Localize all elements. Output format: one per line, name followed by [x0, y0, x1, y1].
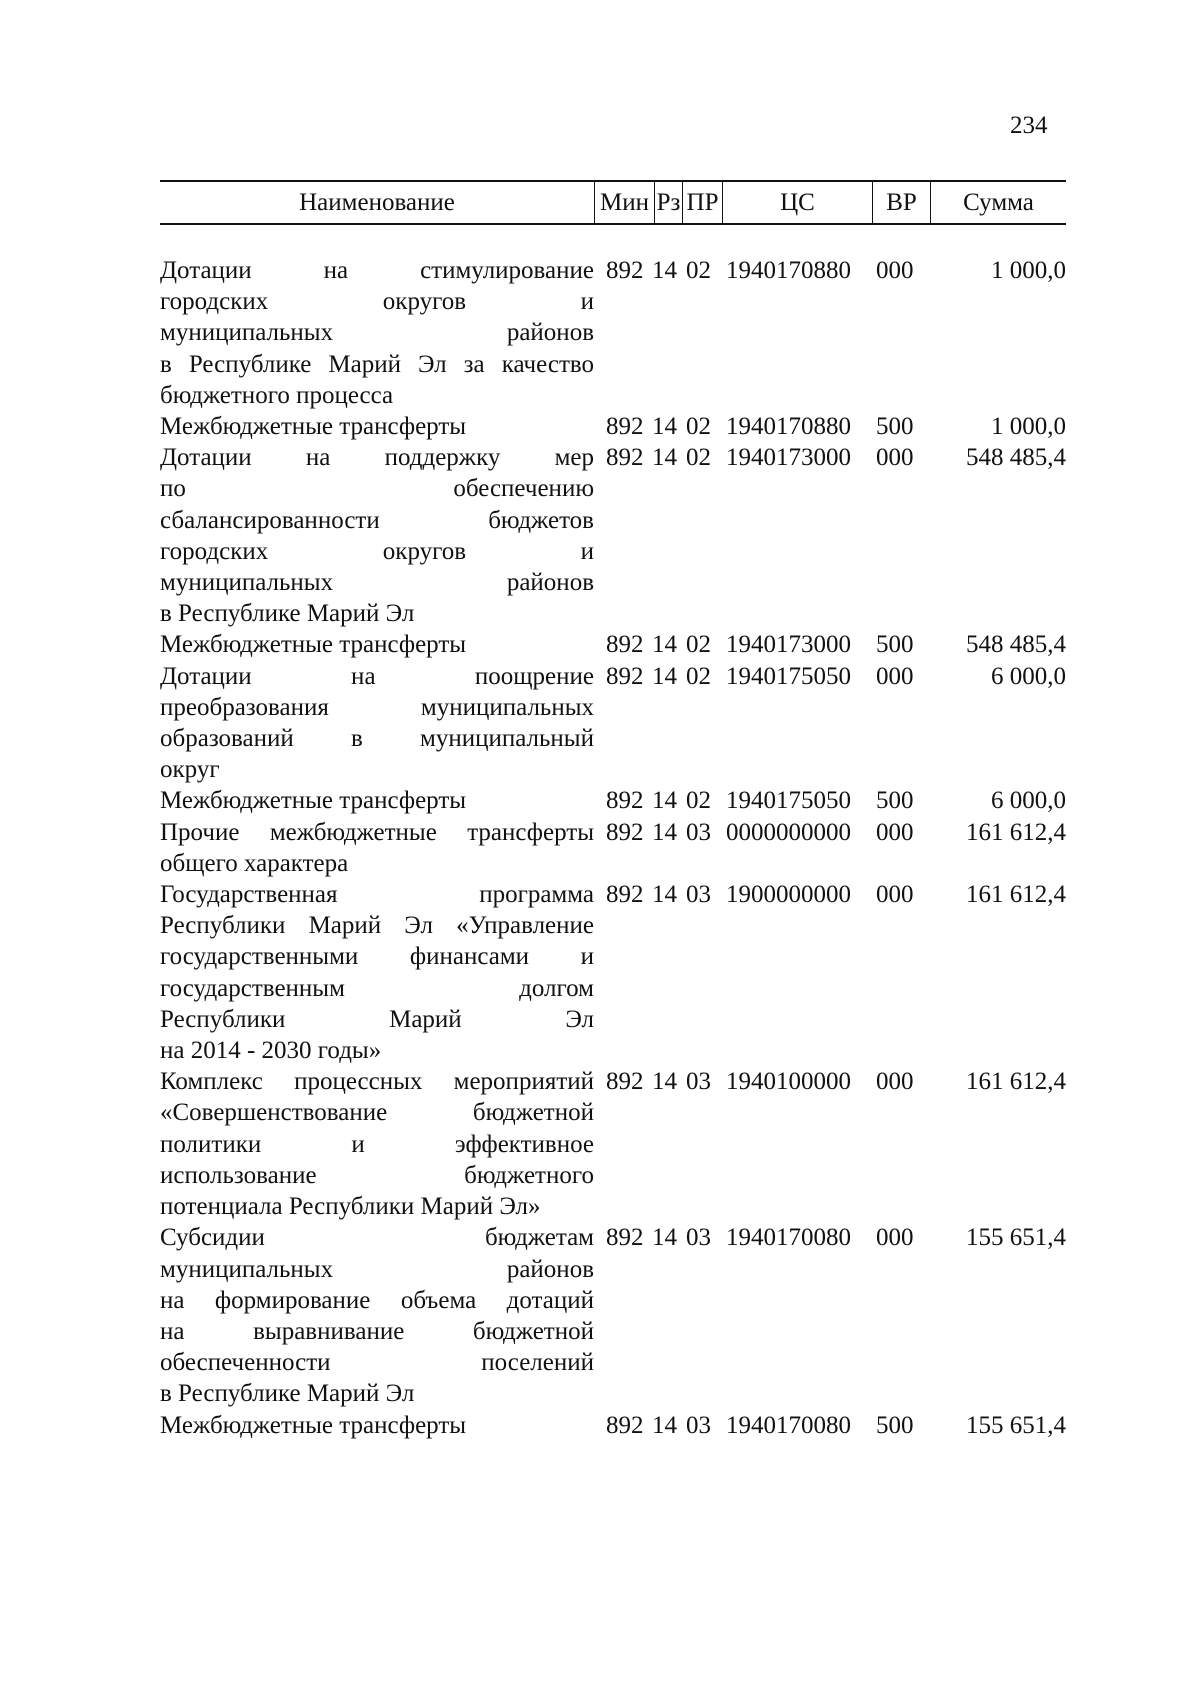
header-rz: Рз: [654, 182, 682, 223]
row-rz: 14: [652, 787, 677, 815]
row-rz: 14: [652, 1411, 677, 1439]
row-min: 892: [606, 1411, 644, 1439]
row-pr: 02: [686, 662, 711, 690]
row-rz: 14: [652, 444, 677, 472]
row-name-line: городских округов и: [160, 288, 594, 316]
row-vr: 500: [876, 413, 914, 441]
row-name-line: Дотации на стимулирование: [160, 257, 594, 284]
row-sum: 161 612,4: [966, 818, 1066, 846]
row-vr: 000: [876, 662, 914, 690]
row-sum: 1 000,0: [991, 257, 1066, 284]
row-name-line: общего характера: [160, 849, 349, 877]
row-name-line: в Республике Марий Эл: [160, 600, 415, 628]
row-min: 892: [606, 787, 644, 815]
row-sum: 155 651,4: [966, 1411, 1066, 1439]
row-pr: 02: [686, 444, 711, 472]
row-vr: 000: [876, 1068, 914, 1096]
row-name-line: городских округов и: [160, 537, 594, 565]
row-sum: 161 612,4: [966, 1068, 1066, 1096]
row-codes: [606, 661, 936, 692]
row-name-line: муниципальных районов: [160, 1255, 594, 1283]
row-name-line: Дотации на поддержку мер: [160, 444, 594, 472]
row-vr: 000: [876, 818, 914, 846]
row-min: 892: [606, 662, 644, 690]
row-min: 892: [606, 1224, 644, 1252]
row-name-line: политики и эффективное: [160, 1130, 594, 1158]
row-cs: 0000000000: [726, 818, 851, 846]
header-min: Мин: [594, 182, 654, 223]
row-vr: 000: [876, 1224, 914, 1252]
row-name-line: Межбюджетные трансферты: [160, 1411, 467, 1439]
row-min: 892: [606, 631, 644, 659]
row-cs: 1940173000: [726, 444, 851, 472]
row-name: [160, 411, 594, 442]
table-row: [160, 817, 1066, 879]
row-cs: 1940170080: [726, 1224, 851, 1252]
row-pr: 02: [686, 413, 711, 441]
table-row: [160, 1066, 1066, 1222]
row-name-line: Республики Марий Эл «Управление: [160, 912, 594, 940]
row-vr: 500: [876, 631, 914, 659]
row-rz: 14: [652, 662, 677, 690]
row-name: [160, 785, 594, 816]
row-pr: 03: [686, 1068, 711, 1096]
row-pr: 03: [686, 1411, 711, 1439]
row-name: [160, 1066, 594, 1222]
row-name-line: обеспеченности поселений: [160, 1349, 594, 1377]
row-name-line: государственным долгом: [160, 974, 594, 1002]
header-sum: Сумма: [930, 182, 1066, 223]
row-pr: 03: [686, 818, 711, 846]
row-cs: 1940175050: [726, 662, 851, 690]
row-sum: 161 612,4: [966, 881, 1066, 909]
row-sum: 1 000,0: [991, 413, 1066, 441]
table-row: [160, 411, 1066, 442]
row-name-line: Государственная программа: [160, 881, 594, 909]
row-codes: [606, 1222, 936, 1253]
row-min: 892: [606, 257, 644, 284]
row-name: [160, 817, 594, 879]
row-vr: 500: [876, 787, 914, 815]
row-rz: 14: [652, 818, 677, 846]
header-vr: ВР: [872, 182, 930, 223]
row-sum: 548 485,4: [966, 444, 1066, 472]
row-min: 892: [606, 881, 644, 909]
row-cs: 1940175050: [726, 787, 851, 815]
row-name: [160, 879, 594, 1066]
row-name-line: Межбюджетные трансферты: [160, 631, 467, 659]
row-cs: 1940170880: [726, 413, 851, 441]
row-vr: 000: [876, 257, 914, 284]
table-row: [160, 785, 1066, 816]
row-cs: 1940170880: [726, 257, 851, 284]
row-name: [160, 255, 594, 411]
row-cs: 1900000000: [726, 881, 851, 909]
row-min: 892: [606, 1068, 644, 1096]
row-name-line: в Республике Марий Эл: [160, 1380, 415, 1408]
row-cs: 1940100000: [726, 1068, 851, 1096]
row-name: [160, 629, 594, 660]
row-pr: 02: [686, 257, 711, 284]
row-codes: [606, 1066, 936, 1097]
row-pr: 03: [686, 1224, 711, 1252]
row-name-line: Межбюджетные трансферты: [160, 787, 467, 815]
table-row: [160, 1222, 1066, 1409]
row-codes: [606, 785, 936, 816]
header-name: Наименование: [299, 189, 455, 216]
header-pr: ПР: [682, 182, 722, 223]
row-vr: 000: [876, 444, 914, 472]
row-name-line: Дотации на поощрение: [160, 662, 594, 690]
row-sum: 6 000,0: [991, 787, 1066, 815]
row-rz: 14: [652, 881, 677, 909]
row-min: 892: [606, 444, 644, 472]
row-name: [160, 661, 594, 786]
table-row: [160, 255, 1066, 411]
row-codes: [606, 817, 936, 848]
row-name-line: муниципальных районов: [160, 319, 594, 347]
table-row: [160, 1410, 1066, 1441]
row-vr: 500: [876, 1411, 914, 1439]
row-name-line: Прочие межбюджетные трансферты: [160, 818, 594, 846]
page-number: 234: [1010, 112, 1048, 139]
row-pr: 02: [686, 787, 711, 815]
row-cs: 1940173000: [726, 631, 851, 659]
row-min: 892: [606, 413, 644, 441]
row-vr: 000: [876, 881, 914, 909]
row-min: 892: [606, 818, 644, 846]
row-codes: [606, 411, 936, 442]
row-name: [160, 1410, 594, 1441]
row-rz: 14: [652, 1068, 677, 1096]
table-row: [160, 442, 1066, 629]
row-codes: [606, 879, 936, 910]
table-row: [160, 661, 1066, 786]
row-rz: 14: [652, 631, 677, 659]
header-cs: ЦС: [722, 182, 872, 223]
row-rz: 14: [652, 413, 677, 441]
row-codes: [606, 1410, 936, 1441]
row-codes: [606, 255, 936, 286]
row-name-line: государственными финансами и: [160, 943, 594, 971]
row-pr: 02: [686, 631, 711, 659]
row-rz: 14: [652, 1224, 677, 1252]
row-name-line: преобразования муниципальных: [160, 693, 594, 721]
row-name-line: на 2014 - 2030 годы»: [160, 1037, 382, 1065]
row-codes: [606, 629, 936, 660]
row-cs: 1940170080: [726, 1411, 851, 1439]
row-name-line: Республики Марий Эл: [160, 1005, 594, 1033]
row-name-line: на выравнивание бюджетной: [160, 1317, 594, 1345]
row-name-line: округ: [160, 756, 220, 784]
row-rz: 14: [652, 257, 677, 284]
row-name-line: потенциала Республики Марий Эл»: [160, 1193, 541, 1221]
row-name-line: в Республике Марий Эл за качество: [160, 350, 594, 378]
row-name-line: Комплекс процессных мероприятий: [160, 1068, 594, 1096]
row-name-line: муниципальных районов: [160, 569, 594, 597]
table-row: [160, 879, 1066, 1066]
row-name-line: «Совершенствование бюджетной: [160, 1099, 594, 1127]
row-name: [160, 442, 594, 629]
row-name: [160, 1222, 594, 1409]
row-name-line: на формирование объема дотаций: [160, 1286, 594, 1314]
row-sum: 155 651,4: [966, 1224, 1066, 1252]
row-name-line: сбалансированности бюджетов: [160, 506, 594, 534]
row-codes: [606, 442, 936, 473]
row-name-line: по обеспечению: [160, 475, 594, 503]
table-row: [160, 629, 1066, 660]
row-sum: 6 000,0: [991, 662, 1066, 690]
table-body: [160, 255, 1066, 1441]
table-header: [160, 180, 1066, 225]
row-name-line: Субсидии бюджетам: [160, 1224, 594, 1252]
row-name-line: использование бюджетного: [160, 1161, 594, 1189]
row-sum: 548 485,4: [966, 631, 1066, 659]
row-name-line: Межбюджетные трансферты: [160, 413, 467, 441]
row-name-line: образований в муниципальный: [160, 725, 594, 753]
row-name-line: бюджетного процесса: [160, 381, 394, 409]
row-pr: 03: [686, 881, 711, 909]
